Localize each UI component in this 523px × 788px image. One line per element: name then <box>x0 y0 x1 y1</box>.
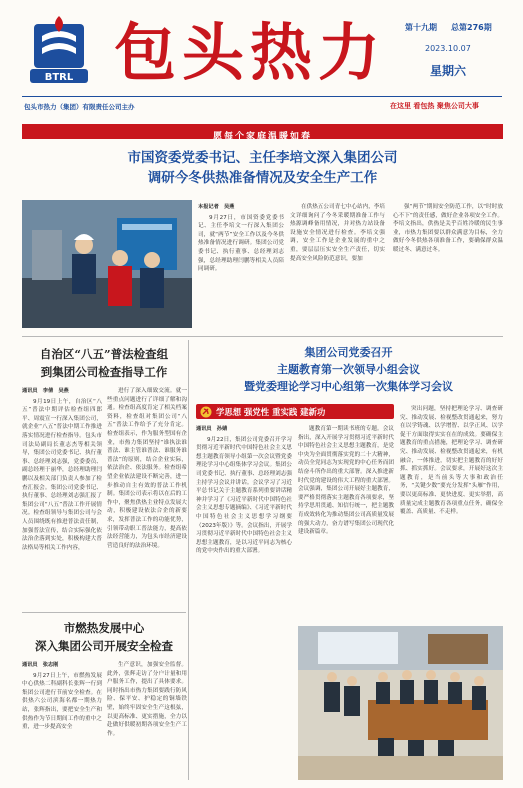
banner-bar <box>22 124 503 142</box>
party-emblem-icon <box>200 406 212 418</box>
left2-body-1: 9月27日上午，市燃热发展中心供热二科副科长张辉一行到集团公司进行节前安全检查。在供热六公司滨海名都一期热力站，张辉指出，要把安全生产和供热作为节日期间工作的重中之重，进一步提高安全 <box>22 672 102 731</box>
right1-body-1: 9月22日，集团公司党委召开学习贯彻习近平新时代中国特色社会主义思想主题教育领导小组第一次会议暨党委理论学习中心组集体学习会议。集团公司党委书记、执行董事、总经理刘志强主持学习会议并讲话。会议学习了习近平总书记关于主题教育系列重要讲话精神并学习了《习近平新时代中国特色社会主义思想专题摘编》、《习近平新时代中国特色社会主义思想学习纲要（2023年版）》等。会议指出，开展学习贯彻习近平新时代中国特色社会主义思想主题教育，是以习近平同志为核心的党中央作出的重大部署。 <box>196 436 292 555</box>
divider-horizontal-1 <box>22 336 503 337</box>
right1-headline-line1: 集团公司党委召开 <box>304 346 393 359</box>
right1-body-2: 题教育第一期读书班的专题。会议指出，深入开展学习贯彻习近平新时代中国特色社会主义思想主题教育，是党中央为全面贯彻落实党的二十大精神，动员全党同志为实现党的中心任务而团结奋斗所作出的重大部署。深入推进新时代党的建设的伟大工程的重大部署。会议强调，集团公司开展好主题教育，要严格贯彻落实主题教育各项要求，坚持学思用贯通、知信行统一，把主题教育成效转化为推动集团公司高质量发展的强大动力，奋力谱写集团公司现代化建设新篇章。 <box>298 426 394 536</box>
lead-column-3 <box>393 203 503 329</box>
newspaper-title: 包头热力 <box>114 16 387 89</box>
lead-headline-line2: 调研今冬供热准备情况及安全生产工作 <box>147 170 378 186</box>
lead-body-3: 强“两节”期间安全防范工作，以“时时放心不下”的责任感，做好企业各项安全工作。李培文指出，供热是关乎百姓冷暖的民生事业，市热力集团要以群众满意为目标，全力做好今冬供热各项准备工作，要确保群众温暖过冬、满意过冬。 <box>393 204 503 253</box>
left2-headline-line1: 市燃热发展中心 <box>63 621 145 635</box>
issue-number: 第十九期 <box>405 23 437 32</box>
company-logo <box>24 14 94 86</box>
divider-horizontal-2 <box>22 612 186 613</box>
lead-body-2: 在供热五公司青七中心站内，李培文详细询问了今冬采暖期准备工作与热源调峰备用情况，并对热力站设备设施安全情况进行检查。李培文强调，安全工作是企业发展的重中之重，要层层压实安全生产责任，切实提高安全风险防范意识，要加 <box>290 204 385 262</box>
logo-text: BTRL <box>44 72 74 83</box>
lead-body-1: 9月27日，市国资委党委书记、主任李培文一行深入集团公司，就“两节”安全工作以及今冬供热准备情况进行调研。集团公司党委书记、执行董事、总经理刘志强，总经理助理闫鹏等相关人员陪同调研。 <box>198 214 284 273</box>
lead-photo <box>22 200 192 328</box>
publication-date: 2023.10.07 <box>425 44 471 53</box>
banner-text: 愿每个家庭温暖如春 <box>212 132 312 142</box>
lead-byline: 本报记者 吴燕 <box>198 204 235 210</box>
right1-body-3: 突出问题，坚持把理论学习、调查研究、推动发展、检视整改贯通起来，努力在以学铸魂、以学增智、以学正风、以学促干方面取得实实在在的成效。要确保主题教育的重点措施，把理论学习、调查研究、推动发展、检视整改贯通起来，有机融合，一体推进，切实把主题教育的好好抓、抓实抓好。会议要求，开展好这次主题教育，是当前头等大事和政治任务，“关键少数”要充分发挥“头雁”作用，要以更高标准、更快进度、更实举措，高质量完成主题教育各项重点任务，确保全覆盖、高质量、不走样。 <box>400 406 503 516</box>
theme-education-tag-text: 学思想 强党性 重实践 建新功 <box>216 407 326 417</box>
lead-column-2 <box>290 203 385 329</box>
masthead-slogan: 在这里 看包热 聚焦公司大事 <box>390 102 479 110</box>
sponsor-line: 包头市热力（集团）有限责任公司主办 <box>24 103 135 111</box>
theme-education-tag <box>196 404 394 419</box>
masthead <box>0 0 523 118</box>
right1-headline-line3: 暨党委理论学习中心组第一次集体学习会议 <box>244 380 453 393</box>
right1-column-3 <box>400 405 503 620</box>
weekday: 星期六 <box>430 64 467 78</box>
left2-body-2: 生产意识，加强安全监督。此外，张辉走访了分户计量和用户服务工作，提出了具体要求。同时指出市热力集团要践行防风险、保平安、护稳定的铜墙铁壁，始终牢固安全生产这根弦，以更高标准、更实措施，全力以赴做好供暖初期各项安全生产工作。 <box>107 662 187 737</box>
left1-byline: 通讯员 李倩 吴燕 <box>22 388 69 394</box>
right1-column-1 <box>196 425 292 781</box>
lead-headline-line1: 市国资委党委书记、主任李培文深入集团公司 <box>127 150 398 166</box>
left1-headline-line1: 自治区“八五”普法检查组 <box>39 347 169 361</box>
left1-headline-line2: 到集团公司检查指导工作 <box>40 365 168 379</box>
left2-headline-line2: 深入集团公司开展安全检查 <box>35 639 173 653</box>
left1-column-1 <box>22 387 102 607</box>
masthead-rule <box>22 96 502 97</box>
right1-byline: 通讯员 孙婧 <box>196 426 228 432</box>
total-issue-number: 总第276期 <box>451 23 492 32</box>
left1-body-2: 进行了深入细致交流。就一些重点问题进行了详细了解和沟通。检查组高度肯定了相关档案资料，检查组对集团公司“八五”普法工作给予了充分肯定。检查组表示，作为服务型国有企业，市热力集团坚持“谁执法谁普法、谁主管谁普法、谁服务谁普法”的原则，结合企业实际，依法治企、依法服务。检查组希望企业依法建设不断完善，进一步推动自主有效的普法工作机制。集团公司表示将以在后的工作中，聚焦供热主业特点发展大动，积极建设依法合企的新要求，发挥普法工作的功能优势，引领带动职工普法能力，提高依法经营能力，为包头市经济建设营造良好的法治环境。 <box>107 388 187 549</box>
left2-column-1 <box>22 661 102 781</box>
lead-column-1 <box>198 203 284 329</box>
left2-column-2 <box>107 661 187 781</box>
left1-body-1: 9月19日上午，自治区“八五”普法中期评估检查组四郎平、周震宣一行深入集团公司，就企业“八五”普法中期工作推进落实情况进行检查指导。包头市司法局副局长董志杰等相关领导，集团公司党委书记、执行董事、总经理刘志强，党委委员、副总经理于丽华，总经理助理闫鹏以及相关部门负责人参加了检查汇报会。集团公司党委书记、执行董事、总经理刘志强汇报了集团公司“八五”普法工作开展情况。检查组领导与集团公司与会人员围绕既有推进普法责任制，加强普法宣传，结合实际强化依法治企落到实处，积极构建大普法格局等相关工作内容， <box>22 398 102 551</box>
left1-column-2 <box>107 387 187 607</box>
meeting-photo <box>298 626 503 780</box>
left2-byline: 通讯员 张志刚 <box>22 662 59 668</box>
divider-vertical <box>188 340 189 780</box>
right1-headline-line2: 主题教育第一次领导小组会议 <box>277 363 420 376</box>
right1-column-2 <box>298 425 394 620</box>
